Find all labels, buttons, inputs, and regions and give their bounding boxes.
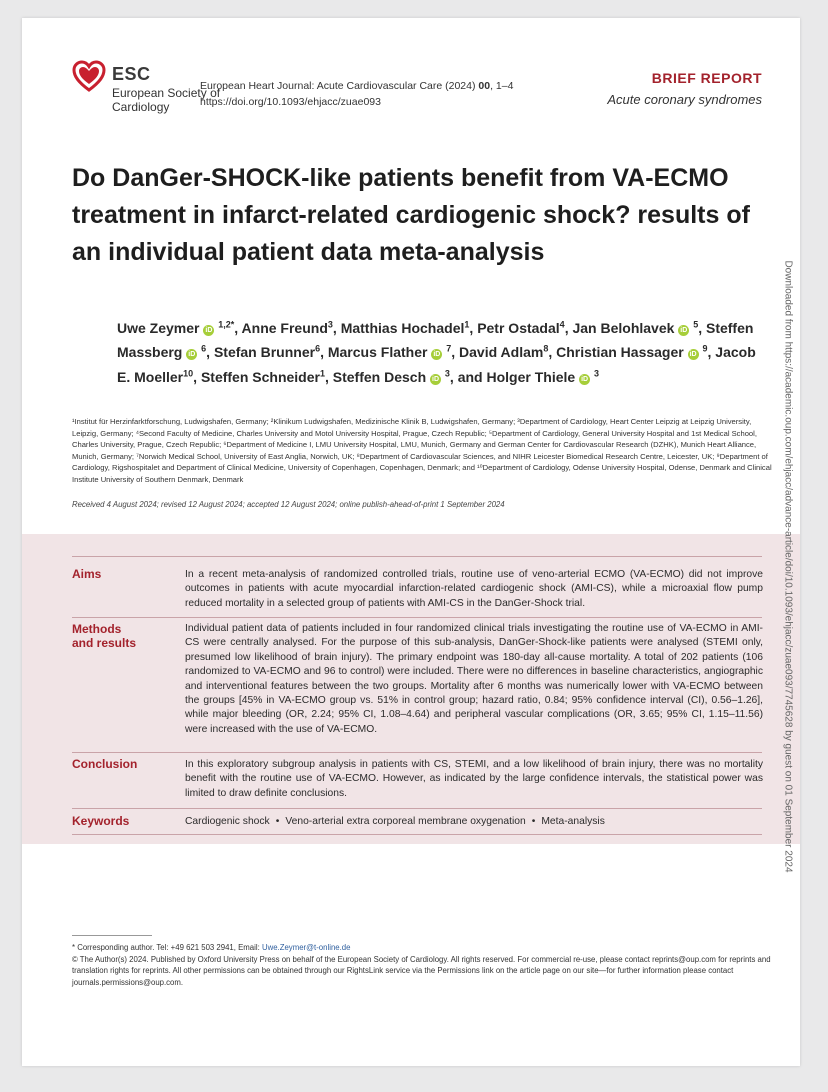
- structured-abstract: [22, 534, 800, 844]
- conclusion-label: Conclusion: [72, 757, 138, 771]
- logo-esc-text: ESC: [112, 64, 151, 84]
- keywords-label: Keywords: [72, 814, 130, 828]
- author-affiliation-ref: 6: [201, 343, 207, 354]
- report-type: BRIEF REPORT: [651, 70, 762, 86]
- author-name: Steffen Massberg: [117, 319, 754, 361]
- author-entry: Matthias Hochadel$^1$,: [340, 319, 478, 336]
- corresponding-author: [72, 942, 777, 954]
- keyword-separator: •: [275, 816, 280, 827]
- keywords-list: [185, 815, 763, 829]
- journal-name: European Heart Journal: Acute Cardiovascular Care (2024): [200, 80, 479, 92]
- author-entry: Steffen Desch iD $^3$, and: [332, 368, 487, 385]
- orcid-icon[interactable]: iD: [689, 351, 697, 359]
- author-affiliation-ref: 9: [702, 343, 708, 354]
- author-affiliation-ref: 3: [444, 368, 450, 379]
- author-name: Jacob E. Moeller: [117, 344, 756, 385]
- orcid-icon[interactable]: iD: [581, 375, 589, 383]
- aims-text: In a recent meta-analysis of randomized controlled trials, routine use of veno-arterial ECMO (VA-ECMO) did not improve outcomes in patients with acute myocardial infarction-related cardiogenic shock (AMI-CS), while a microaxial flow pump reduced mortality in a selected group of patients with AMI-CS in the DanGer-Shock trial.: [185, 569, 763, 609]
- author-name: Matthias Hochadel: [340, 319, 465, 336]
- author-name: Marcus Flather: [327, 344, 428, 361]
- author-entry: [486, 369, 598, 385]
- orcid-icon[interactable]: iD: [188, 351, 196, 359]
- affiliations: ¹Institut für Herzinfarktforschung, Ludwigshafen, Germany; ²Klinikum Ludwigshafen, Medizinische Klinik B, Ludwigshafen, Germany; ³Department of Cardiology, Heart Center Leipzig at Leipzig University, Leipzig, Germany; ⁴Second Faculty of Medicine, Charles University and Motol University Hospital, Prague, Czech Republic; ⁵Department of Cardiology, General University Hospital and 1st Medical School, Charles University, Prague, Czech Republic; ⁶Department of Medicine I, LMU University Hospital, LMU, Munich, Germany and German Center for Cardiovascular Research (DZHK), Munich Heart Alliance, Munich, Germany; ⁷Norwich Medical School, University of East Anglia, Norwich, UK; ⁸Department of Cardiovascular Sciences, and NIHR Leicester Biomedical Research Centre, Leicester, UK; ⁹Department of Cardiology, Rigshospitalet and Department of Clinical Medicine, University of Copenhagen, Copenhagen, Denmark; and ¹⁰Department of Cardiology, Odense University Hospital, Odense, Denmark and Clinical Institute University of Southern Denmark, Denmark: [72, 417, 772, 484]
- abstract-divider: [72, 556, 762, 557]
- footnote-divider: [72, 935, 152, 936]
- methods-label: [72, 622, 136, 650]
- report-subject: Acute coronary syndromes: [607, 92, 762, 107]
- methods-label-line1: Methods: [72, 622, 122, 636]
- journal-citation: [200, 78, 513, 110]
- author-name: Petr Ostadal: [477, 319, 560, 336]
- author-affiliation-ref: 1: [319, 368, 325, 379]
- keyword: Meta-analysis: [541, 816, 605, 827]
- author-name: Uwe Zeymer: [117, 319, 200, 336]
- keyword: Cardiogenic shock: [185, 816, 270, 827]
- download-watermark: [780, 238, 794, 898]
- author-entry: Stefan Brunner$^6$,: [213, 343, 328, 361]
- footnotes: [72, 942, 777, 988]
- author-name: Steffen Desch: [332, 368, 427, 385]
- author-entry: Marcus Flather iD $^7$,: [327, 343, 460, 361]
- author-entry: Steffen Schneider$^1$,: [200, 368, 333, 385]
- author-entry: Jan Belohlavek iD $^5$,: [572, 319, 706, 336]
- abstract-divider: [72, 617, 762, 618]
- author-entry: Steffen Massberg iD $^6$,: [117, 319, 754, 361]
- author-affiliation-ref: 1,2*: [218, 319, 235, 329]
- article-page: [22, 18, 800, 1066]
- author-entry: Anne Freund$^3$,: [241, 319, 341, 336]
- author-list: [117, 314, 757, 388]
- journal-pages: , 1–4: [490, 80, 514, 92]
- author-affiliation-ref: 6: [315, 343, 321, 354]
- keyword: Veno-arterial extra corporeal membrane oxygenation: [285, 816, 526, 827]
- author-name: Christian Hassager: [556, 344, 684, 361]
- author-name: Steffen Schneider: [200, 368, 320, 385]
- author-name: Anne Freund: [241, 319, 328, 336]
- author-entry: Uwe Zeymer iD $^{1,2*}$,: [117, 319, 242, 336]
- abstract-divider: [72, 834, 762, 835]
- author-entry: David Adlam$^8$,: [459, 343, 557, 361]
- author-affiliation-ref: 10: [183, 368, 194, 379]
- methods-text: Individual patient data of patients included in four randomized clinical trials investigating the routine use of VA-ECMO in AMI-CS were centrally analysed. For the purpose of this sub-analysis, DanGer-Shock-like patients were analysed (STEMI only, presumed low likelihood of brain injury). The primary endpoint was 180-day all-cause mortality. A total of 202 patients (106 randomized to VA-ECMO and 96 to control) were included. There were no differences in baseline characteristics, angiographic and interventional features between the two groups. Mortality after 6 months was numerically lower with VA-ECMO between the groups [45% in VA-ECMO group vs. 51% in control group; hazard ratio, 0.84; 95% confidence interval (CI), 0.56–1.26], while major bleeding (OR, 2.24; 95% CI, 1.08–4.64) and peripheral vascular complications (OR, 3.65; 95% CI, 1.15–11.56) were increased with the use of VA-ECMO.: [185, 623, 763, 735]
- download-watermark-text: Downloaded from https://academic.oup.com/ehjacc/advance-article/doi/10.1093/ehjacc/zuae093/7745628 by guest on 01 September 2024: [782, 260, 794, 873]
- author-name: David Adlam: [459, 344, 544, 361]
- orcid-icon[interactable]: iD: [205, 326, 213, 334]
- author-entry: Christian Hassager iD $^9$,: [556, 343, 716, 361]
- author-entry: Jacob E. Moeller$^{10}$,: [117, 344, 756, 385]
- corresponding-prefix: * Corresponding author. Tel: +49 621 503 2941, Email:: [72, 943, 262, 952]
- received-dates: Received 4 August 2024; revised 12 August 2024; accepted 12 August 2024; online publish-ahead-of-print 1 September 2024: [72, 500, 505, 509]
- author-name: Stefan Brunner: [213, 344, 316, 361]
- doi-link[interactable]: https://doi.org/10.1093/ehjacc/zuae093: [200, 96, 381, 108]
- abstract-divider: [72, 808, 762, 809]
- author-affiliation-ref: 1: [464, 319, 470, 329]
- author-entry: Petr Ostadal$^4$,: [477, 319, 573, 336]
- author-affiliation-ref: 5: [693, 319, 699, 329]
- conclusion-text: In this exploratory subgroup analysis in patients with CS, STEMI, and a low likelihood of brain injury, there was no mortality benefit with the routine use of VA-ECMO. However, as indicated by the large confidence intervals, the statistical power was limited to draw definite conclusions.: [185, 759, 763, 799]
- author-affiliation-ref: 4: [559, 319, 565, 329]
- author-email-link[interactable]: Uwe.Zeymer@t-online.de: [261, 943, 351, 952]
- author-affiliation-ref: 8: [543, 343, 549, 354]
- keyword-separator: •: [531, 816, 536, 827]
- author-name: Jan Belohlavek: [572, 319, 675, 336]
- journal-volume: 00: [478, 80, 491, 92]
- abstract-divider: [72, 752, 762, 753]
- orcid-icon[interactable]: iD: [432, 375, 440, 383]
- article-title: Do DanGer-SHOCK-like patients benefit from VA-ECMO treatment in infarct-related cardiogenic shock? results of an individual patient data meta-analysis: [72, 164, 750, 266]
- esc-heart-icon: [72, 60, 106, 94]
- logo-society-text: European Society of Cardiology: [112, 86, 221, 114]
- aims-label: Aims: [72, 567, 102, 581]
- orcid-icon[interactable]: iD: [680, 326, 688, 334]
- methods-label-line2: and results: [72, 636, 137, 650]
- author-affiliation-ref: 3: [593, 368, 599, 379]
- author-affiliation-ref: 3: [327, 319, 333, 329]
- author-name: Holger Thiele: [486, 368, 576, 385]
- author-affiliation-ref: 7: [446, 343, 452, 354]
- copyright-notice: © The Author(s) 2024. Published by Oxford University Press on behalf of the European Society of Cardiology. All rights reserved. For commercial re-use, please contact reprints@oup.com for reprints and translation rights for reprints. All other permissions can be obtained through our RightsLink service via the Permissions link on the article page on our site—for further information please contact journals.permissions@oup.com.: [72, 954, 771, 987]
- orcid-icon[interactable]: iD: [433, 351, 441, 359]
